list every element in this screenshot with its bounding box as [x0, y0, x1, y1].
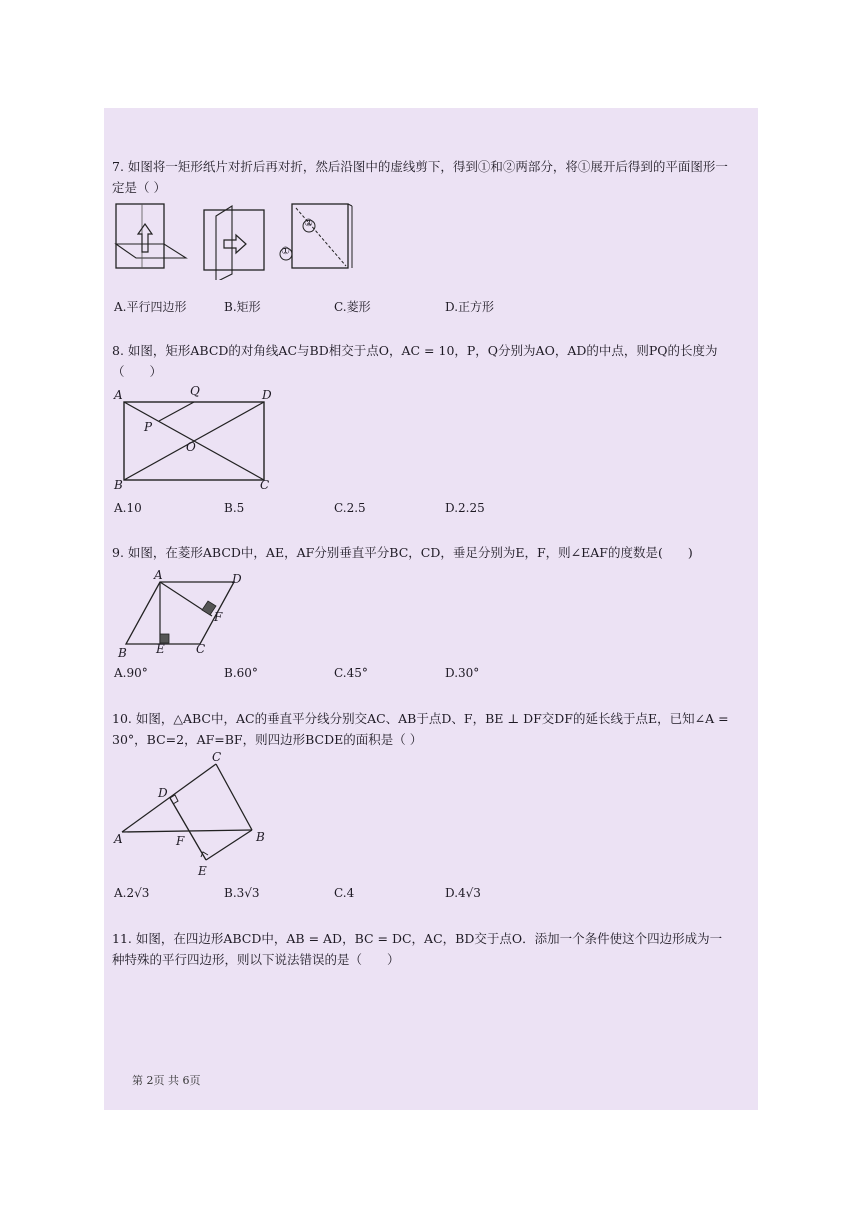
question-10-text: 10. 如图，△ABC中，AC的垂直平分线分别交AC、AB于点D、F，BE ⊥ DF交DF的延长线于点E，已知∠A = 30°，BC=2，AF=BF，则四边形BCDE的面积是（ ）	[112, 711, 729, 747]
q10-label-e: E	[198, 864, 207, 878]
q9-label-b: B	[118, 646, 127, 660]
q7-option-a[interactable]: A.平行四边形	[114, 300, 187, 314]
q10-label-d: D	[158, 786, 168, 800]
q8-label-b: B	[114, 478, 123, 492]
q8-label-a: A	[114, 388, 123, 402]
q9-label-d: D	[232, 572, 242, 586]
q10-label-f: F	[176, 834, 185, 848]
q8-option-b[interactable]: B.5	[224, 501, 245, 515]
question-8-figure	[112, 384, 282, 496]
question-9-text: 9. 如图，在菱形ABCD中，AE，AF分别垂直平分BC，CD，垂足分别为E，F，则∠EAF的度数是( )	[112, 545, 693, 560]
q9-label-a: A	[154, 568, 163, 582]
q8-label-p: P	[144, 420, 153, 434]
question-8-text: 8. 如图，矩形ABCD的对角线AC与BD相交于点O，AC = 10，P，Q分别为AO，AD的中点，则PQ的长度为（ ）	[112, 343, 718, 379]
q8-label-d: D	[262, 388, 272, 402]
q10-option-a[interactable]: A.2√3	[114, 886, 150, 900]
q10-label-a: A	[114, 832, 123, 846]
q8-label-c: C	[260, 478, 270, 492]
q10-label-b: B	[256, 830, 265, 844]
question-7-figure	[112, 198, 364, 280]
q9-label-e: E	[156, 642, 165, 656]
question-11-text: 11. 如图，在四边形ABCD中，AB = AD，BC = DC，AC，BD交于点O．添加一个条件使这个四边形成为一种特殊的平行四边形，则以下说法错误的是（ ）	[112, 931, 723, 967]
q9-option-b[interactable]: B.60°	[224, 666, 258, 680]
q7-option-b[interactable]: B.矩形	[224, 300, 261, 314]
question-9-figure	[112, 570, 252, 660]
question-7-text: 7. 如图将一矩形纸片对折后再对折，然后沿图中的虚线剪下，得到①和②两部分，将①展开后得到的平面图形一定是（ ）	[112, 159, 728, 195]
question-10-figure	[112, 748, 272, 876]
q8-option-c[interactable]: C.2.5	[334, 501, 366, 515]
q8-label-q: Q	[190, 384, 200, 398]
mark-2: ②	[304, 218, 313, 229]
mark-1: ①	[281, 246, 290, 257]
q9-option-c[interactable]: C.45°	[334, 666, 368, 680]
q10-option-c[interactable]: C.4	[334, 886, 355, 900]
q10-option-b[interactable]: B.3√3	[224, 886, 260, 900]
q9-option-d[interactable]: D.30°	[445, 666, 480, 680]
q9-label-c: C	[196, 642, 206, 656]
q8-option-a[interactable]: A.10	[114, 501, 142, 515]
q9-label-f: F	[214, 610, 223, 624]
q7-option-d[interactable]: D.正方形	[445, 300, 495, 314]
q10-option-d[interactable]: D.4√3	[445, 886, 481, 900]
q8-label-o: O	[186, 440, 196, 454]
q9-option-a[interactable]: A.90°	[114, 666, 148, 680]
page-footer: 第 2页 共 6页	[132, 1074, 201, 1087]
q8-option-d[interactable]: D.2.25	[445, 501, 485, 515]
q10-label-c: C	[212, 750, 222, 764]
q7-option-c[interactable]: C.菱形	[334, 300, 371, 314]
